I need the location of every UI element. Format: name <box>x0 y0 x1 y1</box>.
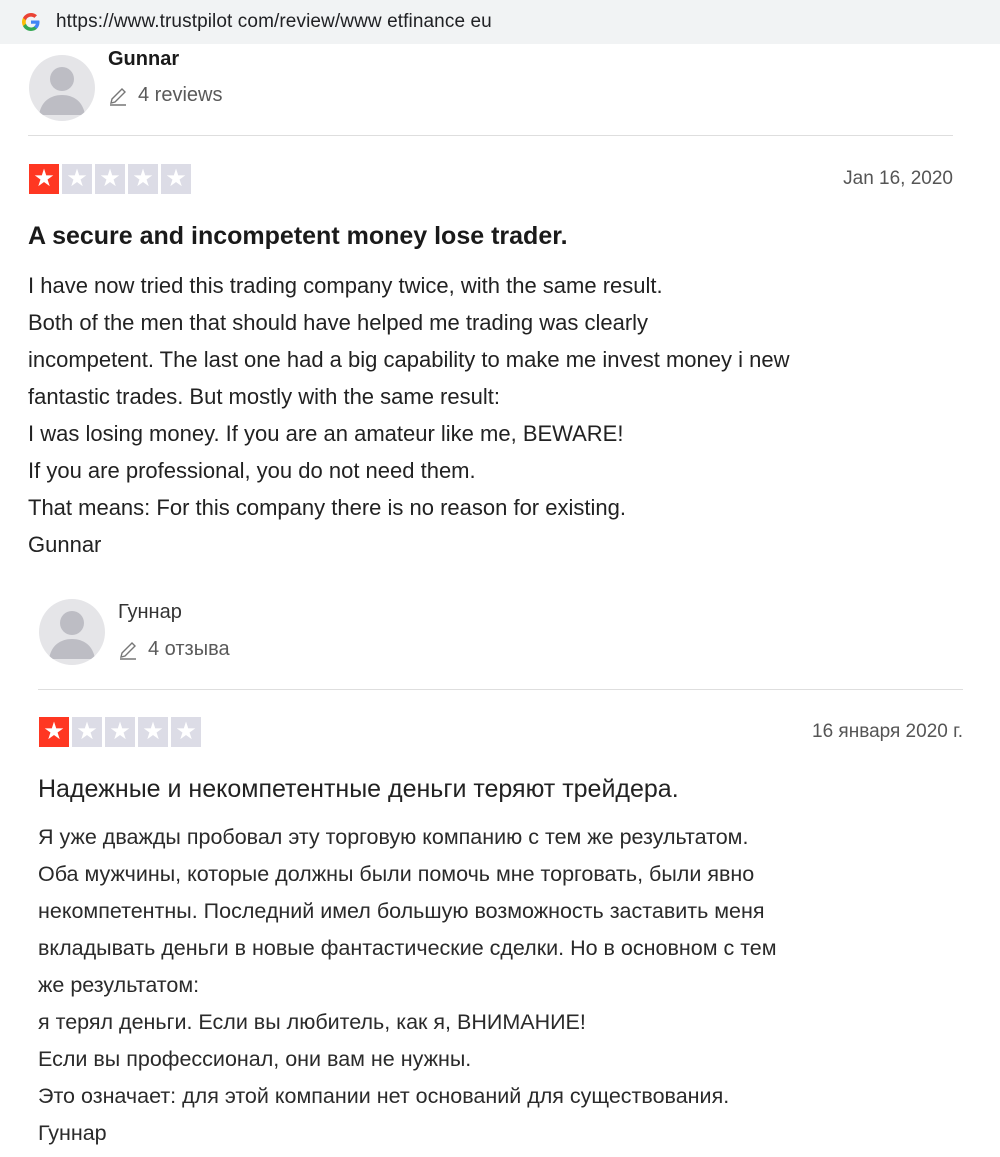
reviewer-name[interactable]: Gunnar <box>108 48 180 70</box>
review-date: 16 января 2020 г. <box>812 721 963 742</box>
star-icon: ★ <box>95 164 125 194</box>
person-silhouette-icon <box>29 55 95 121</box>
review-body-line: я терял деньги. Если вы любитель, как я, ВНИМАНИЕ! <box>38 1010 586 1034</box>
divider <box>28 135 953 136</box>
review-title[interactable]: A secure and incompetent money lose trader. <box>28 222 568 250</box>
pencil-icon <box>108 86 128 106</box>
star-icon: ★ <box>39 717 69 747</box>
star-icon: ★ <box>72 717 102 747</box>
star-icon: ★ <box>29 164 59 194</box>
review-body-line: Both of the men that should have helped me trading was clearly <box>28 310 649 335</box>
review-count <box>118 638 230 661</box>
review-body-line: Если вы профессионал, они вам не нужны. <box>38 1047 472 1071</box>
review-body-line: некомпетентны. Последний имел большую возможность заставить меня <box>38 899 765 923</box>
star-icon: ★ <box>62 164 92 194</box>
divider <box>38 689 963 690</box>
review-count-label: 4 reviews <box>138 84 223 106</box>
review-body-line: fantastic trades. But mostly with the same result: <box>28 384 500 409</box>
review-body-line: incompetent. The last one had a big capability to make me invest money i new <box>28 347 790 372</box>
avatar[interactable] <box>39 599 105 665</box>
pencil-icon <box>118 640 138 660</box>
review-card <box>0 574 1000 1157</box>
star-rating <box>39 717 201 747</box>
star-icon: ★ <box>171 717 201 747</box>
review-body-line: же результатом: <box>38 973 200 997</box>
star-rating <box>29 164 191 194</box>
review-body-line: вкладывать деньги в новые фантастические сделки. Но в основном с тем <box>38 936 777 960</box>
review-body <box>28 267 789 563</box>
review-body-line: If you are professional, you do not need them. <box>28 458 476 483</box>
person-silhouette-icon <box>39 599 105 665</box>
reviewer-name[interactable]: Гуннар <box>118 601 182 623</box>
star-icon: ★ <box>128 164 158 194</box>
avatar[interactable] <box>29 55 95 121</box>
review-card <box>0 44 1000 574</box>
star-icon: ★ <box>161 164 191 194</box>
address-bar[interactable] <box>0 0 1000 44</box>
review-body-line: Gunnar <box>28 532 102 557</box>
review-count <box>108 84 222 107</box>
review-body-line: Оба мужчины, которые должны были помочь мне торговать, были явно <box>38 862 755 886</box>
review-body <box>38 819 777 1152</box>
review-body-line: Это означает: для этой компании нет оснований для существования. <box>38 1084 730 1108</box>
star-icon: ★ <box>138 717 168 747</box>
star-icon: ★ <box>105 717 135 747</box>
url-text[interactable]: https://www.trustpilot com/review/www etfinance eu <box>56 11 492 32</box>
review-body-line: I was losing money. If you are an amateur like me, BEWARE! <box>28 421 624 446</box>
review-body-line: Гуннар <box>38 1121 107 1145</box>
review-body-line: That means: For this company there is no reason for existing. <box>28 495 626 520</box>
review-body-line: Я уже дважды пробовал эту торговую компанию с тем же результатом. <box>38 825 749 849</box>
google-g-icon <box>20 11 42 33</box>
review-date: Jan 16, 2020 <box>843 168 953 189</box>
review-body-line: I have now tried this trading company twice, with the same result. <box>28 273 663 298</box>
review-count-label: 4 отзыва <box>148 638 230 660</box>
review-title[interactable]: Надежные и некомпетентные деньги теряют трейдера. <box>38 775 679 803</box>
